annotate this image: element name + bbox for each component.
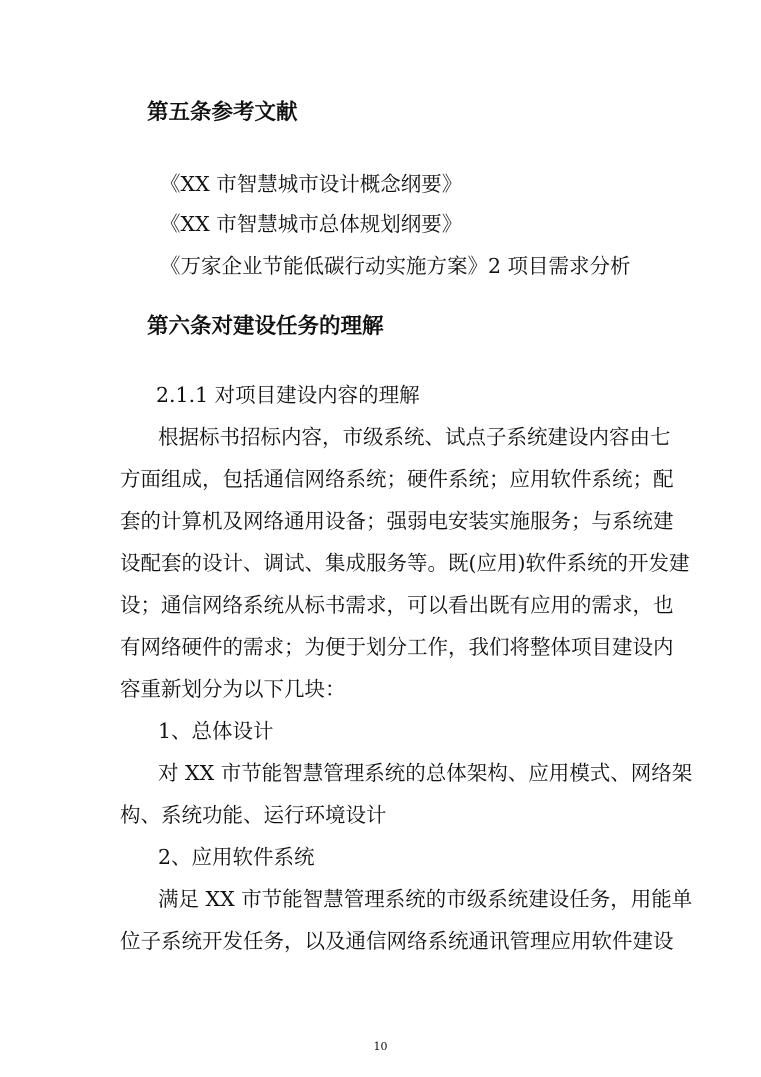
item-2-title: 2、应用软件系统 bbox=[158, 845, 315, 869]
paragraph-line: 根据标书招标内容，市级系统、试点子系统建设内容由七 bbox=[158, 425, 671, 449]
paragraph-line: 套的计算机及网络通用设备；强弱电安装实施服务；与系统建 bbox=[120, 509, 674, 533]
section-6-heading: 第六条对建设任务的理解 bbox=[147, 314, 384, 339]
paragraph-line: 满足 XX 市节能智慧管理系统的市级系统建设任务，用能单 bbox=[158, 887, 693, 911]
paragraph-line: 设；通信网络系统从标书需求，可以看出既有应用的需求，也 bbox=[120, 593, 674, 617]
reference-item: 《万家企业节能低碳行动实施方案》2 项目需求分析 bbox=[160, 254, 631, 278]
paragraph-line: 容重新划分为以下几块： bbox=[120, 677, 346, 701]
paragraph-line: 位子系统开发任务，以及通信网络系统通讯管理应用软件建设 bbox=[120, 929, 674, 953]
reference-item: 《XX 市智慧城市设计概念纲要》 bbox=[160, 172, 463, 196]
paragraph-line: 对 XX 市节能智慧管理系统的总体架构、应用模式、网络架 bbox=[158, 761, 693, 785]
paragraph-line: 设配套的设计、调试、集成服务等。既(应用)软件系统的开发建 bbox=[120, 551, 690, 575]
paragraph-line: 构、系统功能、运行环境设计 bbox=[120, 803, 387, 827]
reference-item: 《XX 市智慧城市总体规划纲要》 bbox=[160, 212, 463, 236]
paragraph-line: 方面组成，包括通信网络系统；硬件系统；应用软件系统；配 bbox=[120, 467, 674, 491]
page-number: 10 bbox=[373, 1040, 388, 1053]
section-5-heading: 第五条参考文献 bbox=[147, 100, 298, 125]
paragraph-line: 有网络硬件的需求；为便于划分工作，我们将整体项目建设内 bbox=[120, 635, 674, 659]
item-1-title: 1、总体设计 bbox=[158, 719, 274, 743]
subheading: 2.1.1 对项目建设内容的理解 bbox=[156, 383, 420, 407]
